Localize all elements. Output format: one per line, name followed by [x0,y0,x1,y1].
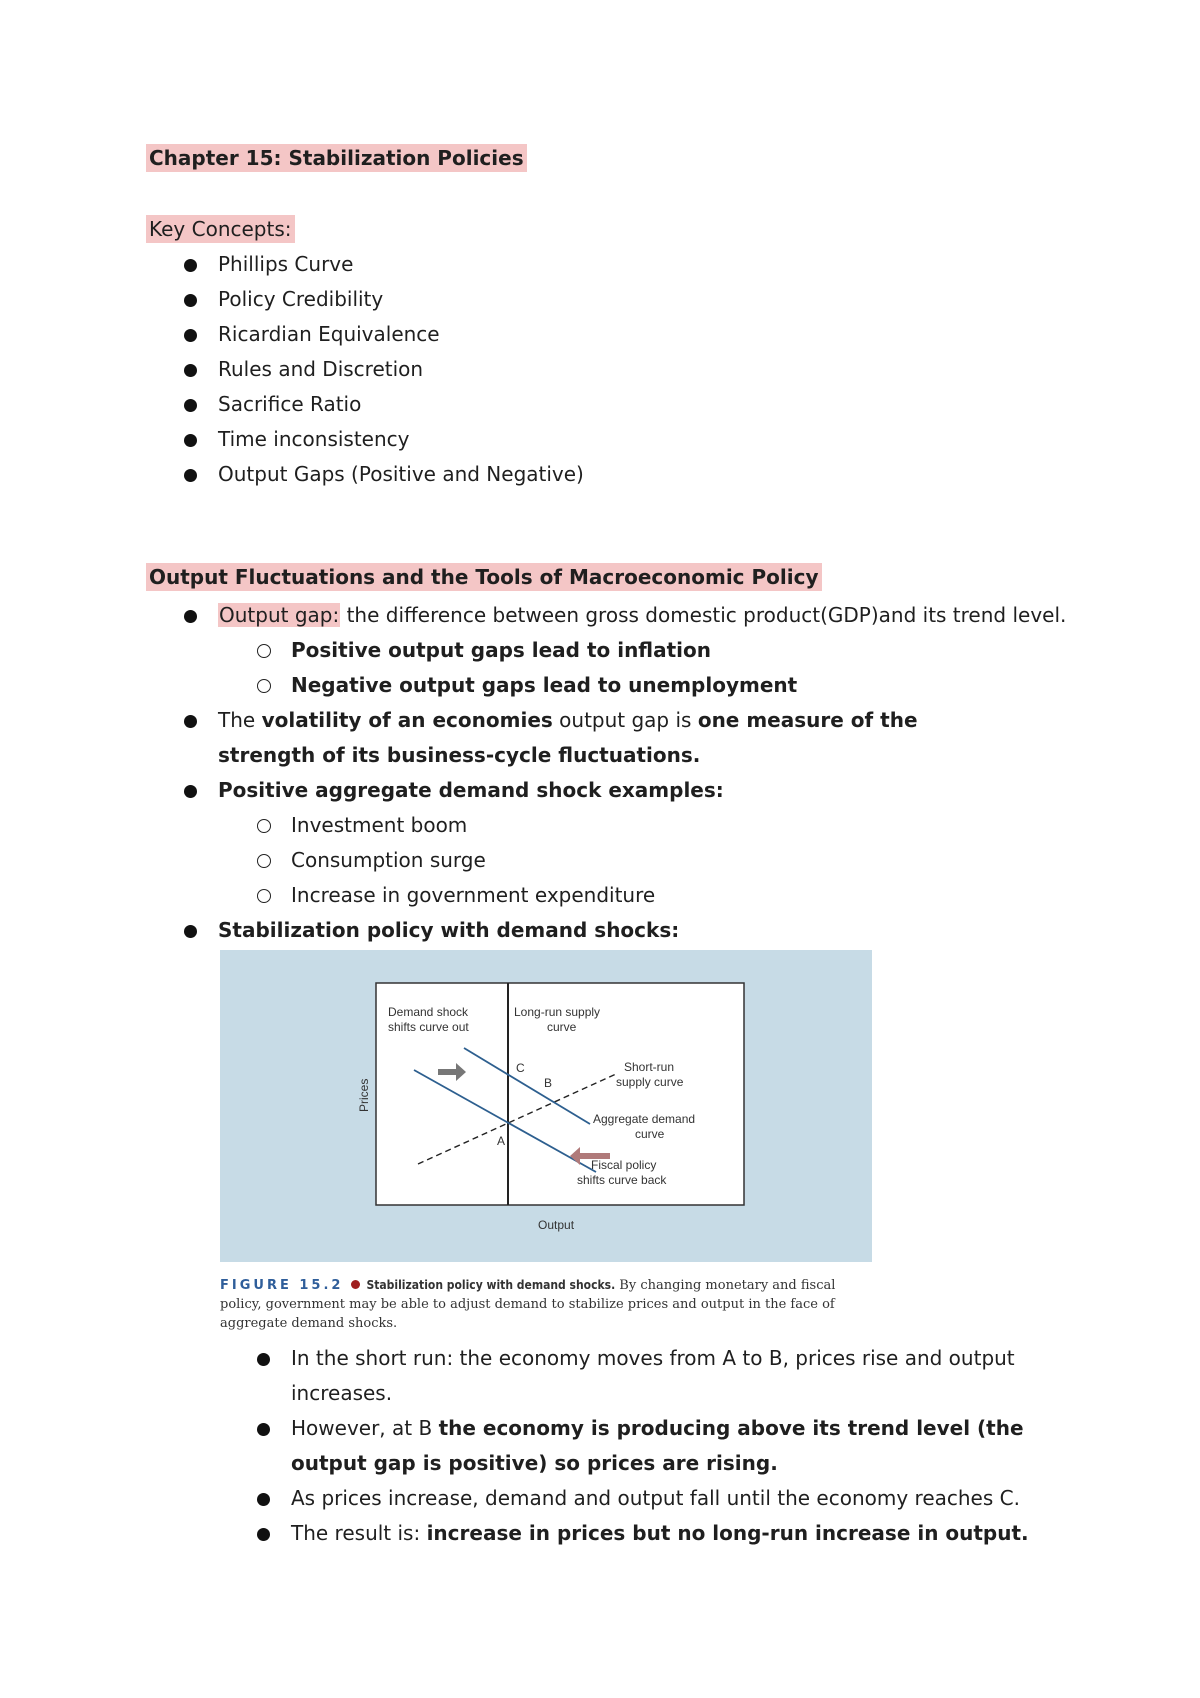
label-fiscal-policy: Fiscal policy [591,1158,657,1172]
figure-15-2 [220,950,872,1262]
label-lr-supply-2: curve [547,1020,577,1034]
label-sr-supply: Short-run [624,1060,675,1074]
list-item: Positive aggregate demand shock examples: [146,773,1106,808]
label-lr-supply: Long-run supply [514,1005,601,1019]
point-a: A [497,1134,506,1148]
list-item: Negative output gaps lead to unemployment [146,668,1106,703]
list-item: Sacrifice Ratio [146,387,1106,422]
key-concepts-heading: Key Concepts: [146,217,295,241]
list-item: As prices increase, demand and output fall until the economy reaches C. [146,1481,1066,1516]
caption-bullet [351,1280,360,1289]
section-heading: Output Fluctuations and the Tools of Macroeconomic Policy [146,565,822,589]
list-item: However, at B the economy is producing above its trend level (the output gap is positive) so prices are rising. [146,1411,1066,1481]
label-demand-shock-2: shifts curve out [388,1020,469,1034]
list-item: The volatility of an economies output gap is one measure of the strength of its business-cycle fluctuations. [146,703,1106,773]
x-axis-label: Output [538,1218,575,1232]
list-item: Consumption surge [146,843,1106,878]
list-item: Ricardian Equivalence [146,317,1106,352]
after-figure-list [146,1341,1066,1551]
list-item: Policy Credibility [146,282,1106,317]
label-sr-supply-2: supply curve [616,1075,684,1089]
list-item: Time inconsistency [146,422,1106,457]
figure-caption: FIGURE 15.2 Stabilization policy with demand shocks. By changing monetary and fiscal policy, government may be able to adjust demand to stabilize prices and output in the face of aggregate demand shocks. [220,1278,836,1331]
label-aggregate-demand: Aggregate demand [593,1112,696,1126]
point-c: C [516,1061,525,1075]
list-item: Stabilization policy with demand shocks: [146,913,1106,948]
list-item: Increase in government expenditure [146,878,1106,913]
point-b: B [544,1076,553,1090]
list-item: Positive output gaps lead to inflation [146,633,1106,668]
label-fiscal-policy-2: shifts curve back [577,1173,667,1187]
section-list [146,598,1106,948]
list-item: Investment boom [146,808,1106,843]
list-item: Rules and Discretion [146,352,1106,387]
list-item: Output Gaps (Positive and Negative) [146,457,1106,492]
list-item [146,598,1106,633]
list-item: In the short run: the economy moves from A to B, prices rise and output increases. [146,1341,1066,1411]
list-item: The result is: increase in prices but no long-run increase in output. [146,1516,1066,1551]
label-aggregate-demand-2: curve [635,1127,665,1141]
chapter-title: Chapter 15: Stabilization Policies [146,146,527,170]
key-concepts-list [146,247,1106,492]
output-gap-definition: the difference between gross domestic product(GDP)and its trend level. [340,603,1067,627]
list-item: Phillips Curve [146,247,1106,282]
label-demand-shock: Demand shock [388,1005,469,1019]
y-axis-label: Prices [357,1078,371,1112]
output-gap-term: Output gap: [219,603,340,627]
demand-shock-diagram [220,950,872,1262]
